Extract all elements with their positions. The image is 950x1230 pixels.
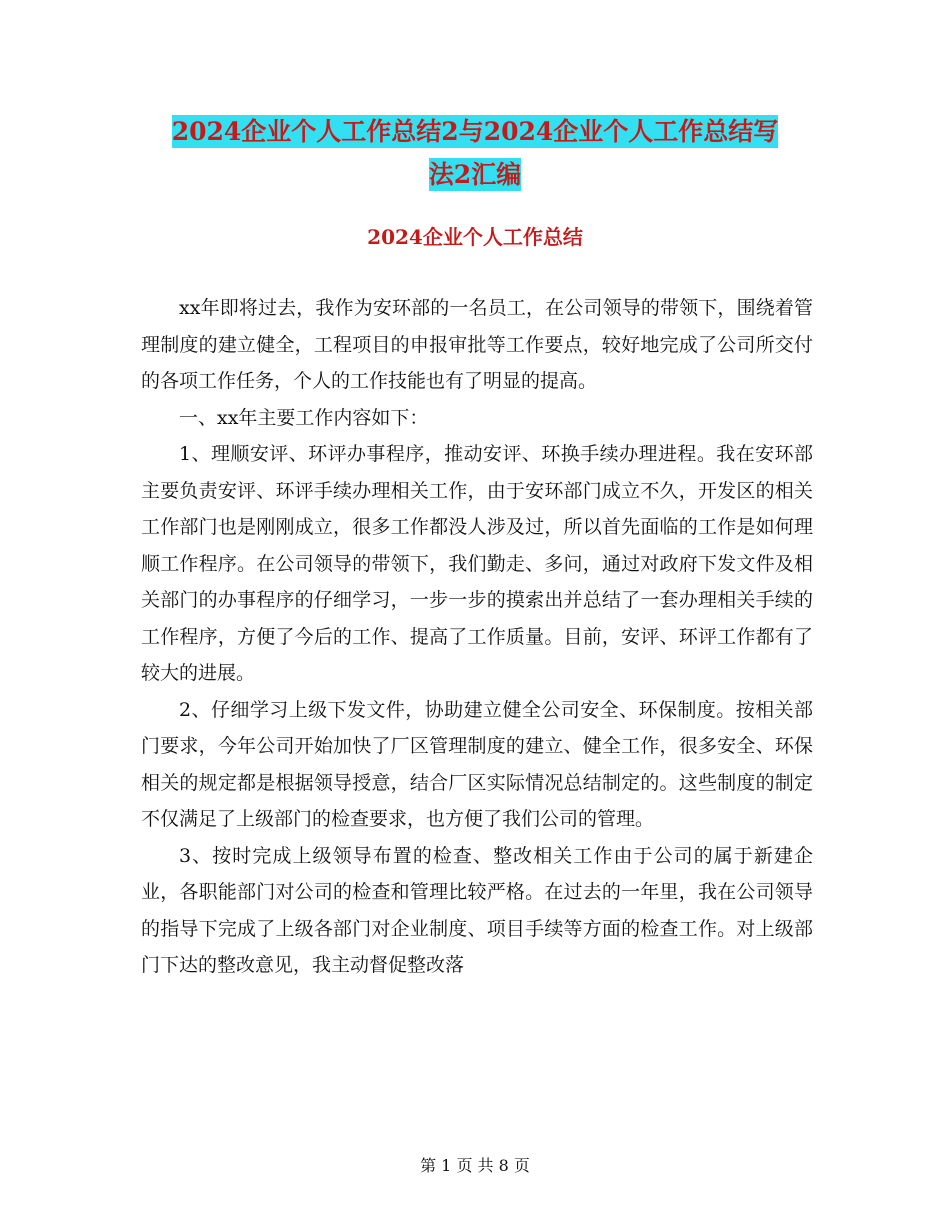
paragraph-item-1: 1、理顺安评、环评办事程序，推动安评、环换手续办理进程。我在安环部主要负责安评、环评手续办理相关工作，由于安环部门成立不久，开发区的相关工作部门也是刚刚成立，很多工作都没人涉及过，所以首先面临的工作是如何理顺工作程序。在公司领导的带领下，我们勤走、多问，通过对政府下发文件及相关部门的办事程序的仔细学习，一步一步的摸索出并总结了一套办理相关手续的工作程序，方便了今后的工作、提高了工作质量。目前，安评、环评工作都有了较大的进展。 bbox=[141, 443, 813, 684]
document-title-line-2 bbox=[0, 155, 950, 195]
title-highlight: 2024企业个人工作总结2与2024企业个人工作总结写 bbox=[171, 117, 779, 146]
paragraph-item-2: 2、仔细学习上级下发文件，协助建立健全公司安全、环保制度。按相关部门要求，今年公司开始加快了厂区管理制度的建立、健全工作，很多安全、环保相关的规定都是根据领导授意，结合厂区实际情况总结制定的。这些制度的制定不仅满足了上级部门的检查要求，也方便了我们公司的管理。 bbox=[141, 698, 813, 830]
paragraph-heading: 一、xx年主要工作内容如下： bbox=[179, 406, 429, 429]
title-highlight: 法2汇编 bbox=[428, 160, 522, 189]
document-title-line-1 bbox=[0, 112, 950, 152]
paragraph-item-3: 3、按时完成上级领导布置的检查、整改相关工作由于公司的属于新建企业，各职能部门对公司的检查和管理比较严格。在过去的一年里，我在公司领导的指导下完成了上级各部门对企业制度、项目手续等方面的检查工作。对上级部门下达的整改意见，我主动督促整改落 bbox=[141, 844, 813, 976]
page-footer: 第 1 页 共 8 页 bbox=[420, 1156, 530, 1175]
paragraph-intro: xx年即将过去，我作为安环部的一名员工，在公司领导的带领下，围绕着管理制度的建立健全，工程项目的申报审批等工作要点，较好地完成了公司所交付的各项工作任务，个人的工作技能也有了明显的提高。 bbox=[141, 297, 813, 392]
document-body bbox=[141, 290, 813, 984]
section-title: 2024企业个人工作总结 bbox=[367, 225, 583, 249]
